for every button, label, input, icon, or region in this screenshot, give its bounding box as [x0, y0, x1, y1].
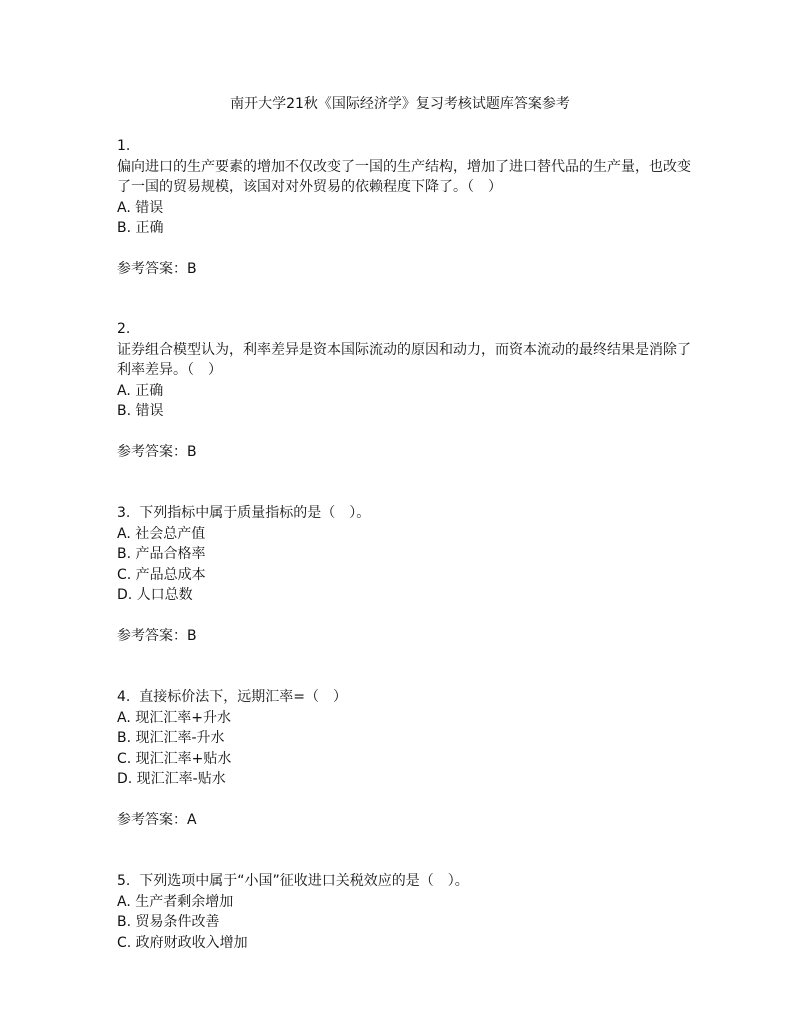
question-stem: 偏向进口的生产要素的增加不仅改变了一国的生产结构，增加了进口替代品的生产量，也改变了一国的贸易规模，该国对对外贸易的依赖程度下降了。（ ） — [117, 158, 691, 195]
question-3 — [117, 503, 697, 666]
question-number: 4. — [117, 689, 131, 705]
option-b: B. 现汇汇率-升水 — [117, 730, 225, 746]
reference-answer: 参考答案：A — [117, 811, 197, 828]
option-a: A. 错误 — [117, 199, 164, 216]
option-c: C. 产品总成本 — [117, 566, 206, 583]
question-5 — [117, 871, 697, 953]
option-a: A. 正确 — [117, 382, 164, 399]
option-d: D. 人口总数 — [117, 587, 193, 603]
question-2 — [117, 319, 697, 482]
option-a: A. 社会总产值 — [117, 525, 206, 542]
option-d: D. 现汇汇率-贴水 — [117, 771, 226, 787]
question-number: 1. — [117, 138, 131, 154]
option-a: A. 生产者剩余增加 — [117, 893, 234, 910]
option-b: B. 贸易条件改善 — [117, 914, 220, 930]
reference-answer: 参考答案：B — [117, 443, 197, 460]
question-4 — [117, 687, 697, 850]
option-a: A. 现汇汇率+升水 — [117, 709, 231, 726]
option-b: B. 产品合格率 — [117, 546, 206, 562]
question-1 — [117, 136, 697, 299]
option-b: B. 错误 — [117, 403, 164, 419]
option-c: C. 现汇汇率+贴水 — [117, 750, 232, 767]
question-stem-line — [117, 687, 697, 708]
option-c: C. 政府财政收入增加 — [117, 934, 248, 951]
question-stem: 下列选项中属于“小国”征收进口关税效应的是（ ）。 — [139, 873, 469, 889]
reference-answer: 参考答案：B — [117, 260, 197, 277]
question-number: 2. — [117, 321, 131, 337]
question-number: 5. — [117, 873, 131, 889]
question-stem: 直接标价法下，远期汇率=（ ） — [139, 689, 347, 705]
question-number: 3. — [117, 505, 131, 521]
page-title: 南开大学21秋《国际经济学》复习考核试题库答案参考 — [230, 96, 570, 112]
option-b: B. 正确 — [117, 220, 164, 236]
question-stem: 下列指标中属于质量指标的是（ ）。 — [139, 505, 371, 521]
question-stem-line — [117, 503, 697, 524]
question-stem-line — [117, 871, 697, 892]
question-list — [117, 136, 697, 953]
question-stem: 证券组合模型认为，利率差异是资本国际流动的原因和动力，而资本流动的最终结果是消除了利率差异。（ ） — [117, 341, 691, 378]
reference-answer: 参考答案：B — [117, 627, 197, 644]
